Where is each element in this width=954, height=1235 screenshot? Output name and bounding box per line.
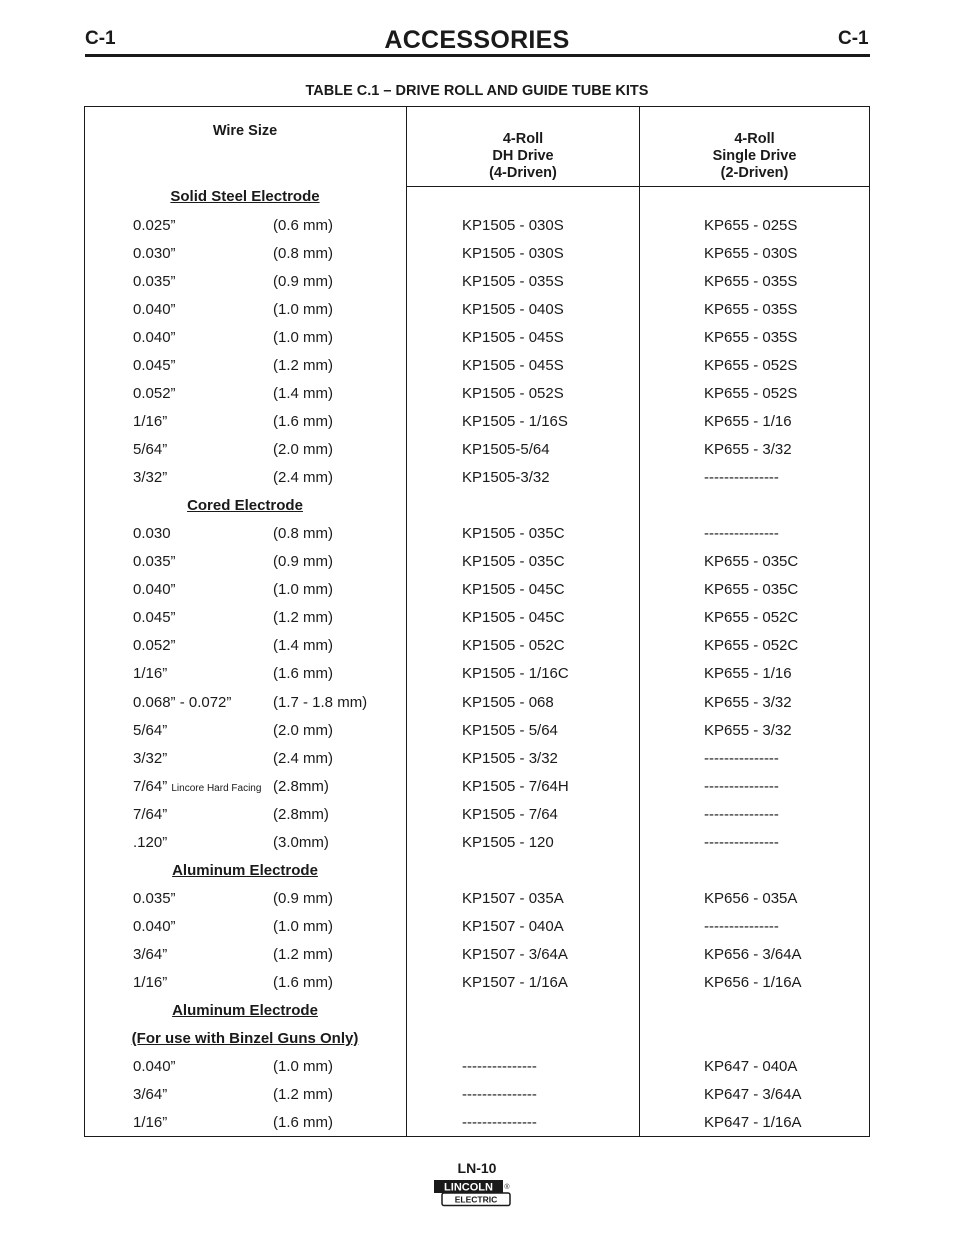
dh-drive-kit: KP1505 - 040S [462,301,564,318]
single-drive-kit: KP655 - 1/16 [704,665,792,682]
wire-size-inch-value: 7/64” [133,778,168,795]
wire-size-mm: (1.6 mm) [273,1114,333,1131]
table-row [0,217,954,245]
dh-drive-kit: KP1505 - 030S [462,245,564,262]
dh-drive-kit: KP1505 - 5/64 [462,722,558,739]
wire-size-inch-value: 7/64” [133,806,168,823]
dh-drive-kit: KP1505 - 7/64 [462,806,558,823]
column-header-single-drive [640,131,869,182]
wire-size-inch-value: 5/64” [133,441,168,458]
table-row [0,665,954,693]
document-code: LN-10 [457,1160,497,1176]
single-drive-kit: KP655 - 3/32 [704,694,792,711]
wire-size-inch [133,637,176,655]
wire-size-inch [133,553,176,571]
wire-size-mm: (1.2 mm) [273,1086,333,1103]
section-heading: Cored Electrode [187,497,303,514]
table-row [0,974,954,1002]
dh-drive-kit: KP1507 - 035A [462,890,564,907]
wire-size-inch [133,946,167,964]
page-title: ACCESSORIES [384,26,570,54]
wire-size-inch-value: 0.040” [133,918,176,935]
wire-size-mm: (2.4 mm) [273,469,333,486]
dh-drive-kit: KP1505 - 035S [462,273,564,290]
single-drive-kit: --------------- [704,469,779,486]
dh-drive-kit: KP1507 - 1/16A [462,974,568,991]
dh-drive-kit: KP1507 - 3/64A [462,946,568,963]
table-row [0,329,954,357]
single-drive-kit: --------------- [704,918,779,935]
single-drive-kit: KP656 - 3/64A [704,946,802,963]
wire-size-mm: (0.8 mm) [273,245,333,262]
section-heading: (For use with Binzel Guns Only) [131,1030,359,1047]
dh-drive-kit: KP1505 - 3/32 [462,750,558,767]
single-drive-kit: --------------- [704,834,779,851]
table-row [0,525,954,553]
wire-size-inch-value: 0.025” [133,217,176,234]
single-drive-kit: KP655 - 035S [704,273,798,290]
wire-size-inch [133,750,167,768]
single-drive-kit: --------------- [704,806,779,823]
table-row [0,469,954,497]
section-code-right: C-1 [838,28,869,49]
wire-size-inch-value: 3/32” [133,469,168,486]
wire-size-inch-value: 0.045” [133,357,176,374]
table-row [0,806,954,834]
wire-size-inch-value: 0.068” - 0.072” [133,694,232,711]
wire-size-inch [133,1114,167,1132]
wire-size-inch [133,722,167,740]
dh-drive-kit: KP1505 - 052S [462,385,564,402]
wire-size-inch-value: 1/16” [133,1114,168,1131]
table-row [0,609,954,637]
dh-drive-kit: KP1505 - 068 [462,694,554,711]
wire-size-inch [133,1086,167,1104]
wire-size-inch [133,469,167,487]
wire-size-inch [133,694,231,712]
dh-drive-kit: KP1505 - 052C [462,637,565,654]
table-row [0,553,954,581]
logo-top-text: LINCOLN [444,1181,493,1194]
wire-size-inch [133,890,176,908]
column-header-dh-drive [407,131,639,182]
wire-size-inch [133,413,167,431]
table-row [0,834,954,862]
wire-size-inch [133,329,176,347]
table-row [0,245,954,273]
single-drive-kit: KP647 - 3/64A [704,1086,802,1103]
single-drive-kit: KP655 - 1/16 [704,413,792,430]
wire-size-mm: (0.9 mm) [273,890,333,907]
wire-size-inch-value: 0.030 [133,525,171,542]
wire-size-mm: (0.6 mm) [273,217,333,234]
table-row [0,918,954,946]
table-row [0,301,954,329]
header-line: (4-Driven) [489,165,557,181]
wire-size-inch-value: 0.040” [133,329,176,346]
single-drive-kit: --------------- [704,525,779,542]
table-row [0,273,954,301]
header-divider [407,186,869,187]
wire-size-mm: (1.2 mm) [273,946,333,963]
table-caption: TABLE C.1 – DRIVE ROLL AND GUIDE TUBE KITS [305,83,649,99]
single-drive-kit: KP655 - 035C [704,553,799,570]
wire-size-inch-value: .120” [133,834,168,851]
wire-size-inch-value: 3/32” [133,750,168,767]
wire-size-inch-value: 3/64” [133,1086,168,1103]
wire-size-inch [133,609,176,627]
single-drive-kit: KP655 - 035S [704,301,798,318]
wire-size-inch [133,581,176,599]
single-drive-kit: KP655 - 052S [704,357,798,374]
wire-size-inch-value: 0.035” [133,273,176,290]
table-row [0,722,954,750]
wire-size-mm: (1.6 mm) [273,974,333,991]
wire-size-inch-value: 5/64” [133,722,168,739]
wire-size-inch-value: 1/16” [133,974,168,991]
wire-note: Lincore Hard Facing [171,783,262,794]
wire-size-mm: (2.4 mm) [273,750,333,767]
wire-size-mm: (1.7 - 1.8 mm) [273,694,368,711]
column-header-wire-size: Wire Size [212,123,278,139]
wire-size-inch-value: 0.035” [133,890,176,907]
table-row [0,385,954,413]
single-drive-kit: --------------- [704,778,779,795]
single-drive-kit: KP655 - 3/32 [704,722,792,739]
dh-drive-kit: KP1507 - 040A [462,918,564,935]
dh-drive-kit: KP1505 - 030S [462,217,564,234]
table-row [0,1114,954,1142]
wire-size-inch [133,1058,176,1076]
single-drive-kit: KP655 - 052S [704,385,798,402]
single-drive-kit: KP655 - 025S [704,217,798,234]
table-row [0,694,954,722]
wire-size-mm: (1.0 mm) [273,918,333,935]
table-row [0,357,954,385]
wire-size-inch-value: 0.040” [133,581,176,598]
section-code-left: C-1 [85,28,116,49]
single-drive-kit: KP655 - 035C [704,581,799,598]
lincoln-electric-logo [433,1179,511,1207]
dh-drive-kit: KP1505 - 045C [462,609,565,626]
wire-size-inch [133,217,176,235]
table-row [0,1086,954,1114]
table-row [0,778,954,806]
wire-size-inch [133,778,261,798]
wire-size-inch [133,665,167,683]
table-row [0,946,954,974]
table-row [0,413,954,441]
wire-size-mm: (2.0 mm) [273,722,333,739]
dh-drive-kit: KP1505-5/64 [462,441,550,458]
section-heading: Aluminum Electrode [172,862,318,879]
single-drive-kit: KP655 - 052C [704,609,799,626]
wire-size-inch-value: 0.030” [133,245,176,262]
table-row [0,890,954,918]
single-drive-kit: KP647 - 1/16A [704,1114,802,1131]
section-heading: Solid Steel Electrode [170,188,320,205]
section-heading: Aluminum Electrode [172,1002,318,1019]
wire-size-inch [133,273,176,291]
table-row [0,1058,954,1086]
dh-drive-kit: KP1505 - 1/16C [462,665,569,682]
wire-size-inch-value: 0.052” [133,637,176,654]
table-row [0,441,954,469]
wire-size-mm: (1.4 mm) [273,637,333,654]
wire-size-inch [133,301,176,319]
single-drive-kit: KP647 - 040A [704,1058,798,1075]
logo-bottom-text: ELECTRIC [454,1194,498,1205]
dh-drive-kit: KP1505 - 120 [462,834,554,851]
dh-drive-kit: KP1505 - 7/64H [462,778,569,795]
wire-size-mm: (1.0 mm) [273,301,333,318]
wire-size-mm: (1.4 mm) [273,385,333,402]
single-drive-kit: KP655 - 052C [704,637,799,654]
wire-size-inch-value: 0.040” [133,301,176,318]
dh-drive-kit: --------------- [462,1058,537,1075]
wire-size-inch-value: 1/16” [133,413,168,430]
wire-size-inch-value: 1/16” [133,665,168,682]
dh-drive-kit: KP1505 - 045S [462,329,564,346]
dh-drive-kit: KP1505 - 035C [462,553,565,570]
dh-drive-kit: --------------- [462,1114,537,1131]
wire-size-mm: (2.8mm) [273,778,329,795]
wire-size-mm: (0.9 mm) [273,553,333,570]
single-drive-kit: KP656 - 1/16A [704,974,802,991]
wire-size-mm: (0.9 mm) [273,273,333,290]
wire-size-mm: (3.0mm) [273,834,329,851]
single-drive-kit: KP655 - 035S [704,329,798,346]
wire-size-mm: (1.6 mm) [273,665,333,682]
wire-size-mm: (2.8mm) [273,806,329,823]
wire-size-inch [133,441,167,459]
wire-size-inch [133,245,176,263]
single-drive-kit: KP656 - 035A [704,890,798,907]
wire-size-mm: (1.0 mm) [273,1058,333,1075]
wire-size-inch [133,806,167,824]
wire-size-inch-value: 0.040” [133,1058,176,1075]
header-line: 4-Roll [502,131,544,147]
wire-size-inch-value: 3/64” [133,946,168,963]
wire-size-inch [133,525,171,543]
single-drive-kit: KP655 - 030S [704,245,798,262]
wire-size-mm: (2.0 mm) [273,441,333,458]
wire-size-mm: (1.2 mm) [273,609,333,626]
wire-size-mm: (1.6 mm) [273,413,333,430]
wire-size-inch [133,974,167,992]
header-rule [85,54,870,57]
table-row [0,581,954,609]
single-drive-kit: --------------- [704,750,779,767]
wire-size-inch [133,918,176,936]
wire-size-inch [133,385,176,403]
header-line: (2-Driven) [720,165,789,181]
wire-size-mm: (1.0 mm) [273,581,333,598]
wire-size-mm: (1.0 mm) [273,329,333,346]
wire-size-inch [133,357,176,375]
wire-size-mm: (0.8 mm) [273,525,333,542]
single-drive-kit: KP655 - 3/32 [704,441,792,458]
wire-size-mm: (1.2 mm) [273,357,333,374]
dh-drive-kit: KP1505 - 035C [462,525,565,542]
wire-size-inch [133,834,167,852]
table-row [0,637,954,665]
dh-drive-kit: --------------- [462,1086,537,1103]
dh-drive-kit: KP1505 - 045S [462,357,564,374]
dh-drive-kit: KP1505 - 045C [462,581,565,598]
header-line: 4-Roll [734,131,775,147]
registered-mark: ® [504,1184,510,1191]
wire-size-inch-value: 0.052” [133,385,176,402]
wire-size-inch-value: 0.035” [133,553,176,570]
wire-size-inch-value: 0.045” [133,609,176,626]
dh-drive-kit: KP1505-3/32 [462,469,550,486]
header-line: DH Drive [492,148,554,164]
table-row [0,750,954,778]
header-line: Single Drive [712,148,797,164]
dh-drive-kit: KP1505 - 1/16S [462,413,568,430]
